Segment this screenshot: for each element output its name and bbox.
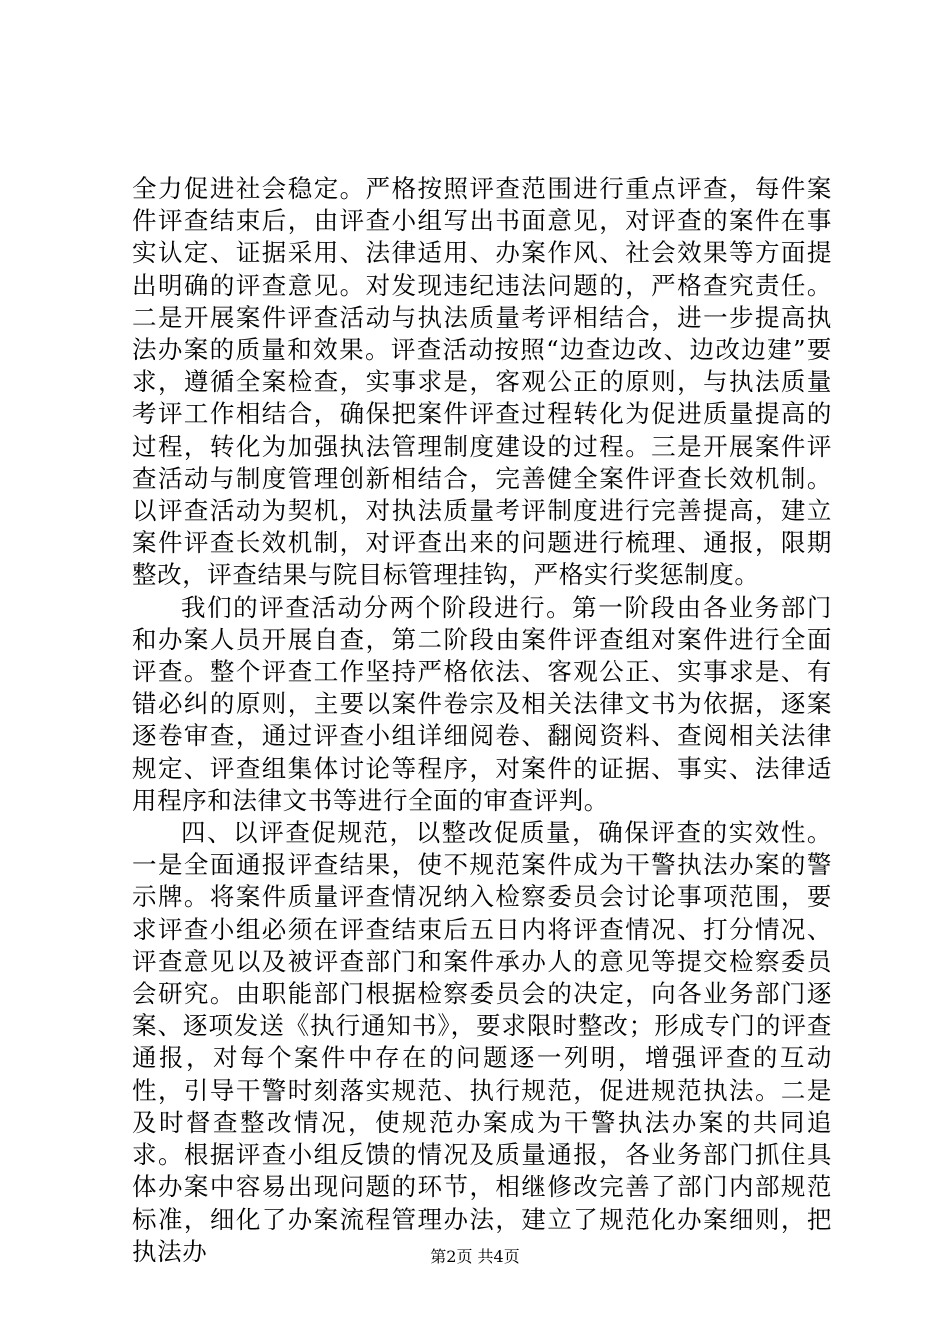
paragraph-3: 四、以评查促规范，以整改促质量，确保评查的实效性。一是全面通报评查结果，使不规范案件成为干警执法办案的警示牌。将案件质量评查情况纳入检察委员会讨论事项范围，要求评查小组必须在评查结束后五日内将评查情况、打分情况、评查意见以及被评查部门和案件承办人的意见等提交检察委员会研究。由职能部门根据检察委员会的决定，向各业务部门逐案、逐项发送《执行通知书》，要求限时整改；形成专门的评查通报，对每个案件中存在的问题逐一列明，增强评查的互动性，引导干警时刻落实规范、执行规范，促进规范执法。二是及时督查整改情况，使规范办案成为干警执法办案的共同追求。根据评查小组反馈的情况及质量通报，各业务部门抓住具体办案中容易出现问题的环节，相继修改完善了部门内部规范标准，细化了办案流程管理办法，建立了规范化办案细则，把执法办 bbox=[132, 818, 832, 1266]
paragraph-1: 全力促进社会稳定。严格按照评查范围进行重点评查，每件案件评查结束后，由评查小组写出书面意见，对评查的案件在事实认定、证据采用、法律适用、办案作风、社会效果等方面提出明确的评查意见。对发现违纪违法问题的，严格查究责任。二是开展案件评查活动与执法质量考评相结合，进一步提高执法办案的质量和效果。评查活动按照“边查边改、边改边建”要求，遵循全案检查，实事求是，客观公正的原则，与执法质量考评工作相结合，确保把案件评查过程转化为促进质量提高的过程，转化为加强执法管理制度建设的过程。三是开展案件评查活动与制度管理创新相结合，完善健全案件评查长效机制。以评查活动为契机，对执法质量考评制度进行完善提高，建立案件评查长效机制，对评查出来的问题进行梳理、通报，限期整改，评查结果与院目标管理挂钩，严格实行奖惩制度。 bbox=[132, 174, 832, 590]
document-body bbox=[132, 173, 832, 1268]
paragraph-2: 我们的评查活动分两个阶段进行。第一阶段由各业务部门和办案人员开展自查，第二阶段由案件评查组对案件进行全面评查。整个评查工作坚持严格依法、客观公正、实事求是、有错必纠的原则，主要以案件卷宗及相关法律文书为依据，逐案逐卷审查，通过评查小组详细阅卷、翻阅资料、查阅相关法律规定、评查组集体讨论等程序，对案件的证据、事实、法律适用程序和法律文书等进行全面的审查评判。 bbox=[132, 592, 832, 815]
page-number-footer: 第2页 共4页 bbox=[430, 1247, 520, 1266]
